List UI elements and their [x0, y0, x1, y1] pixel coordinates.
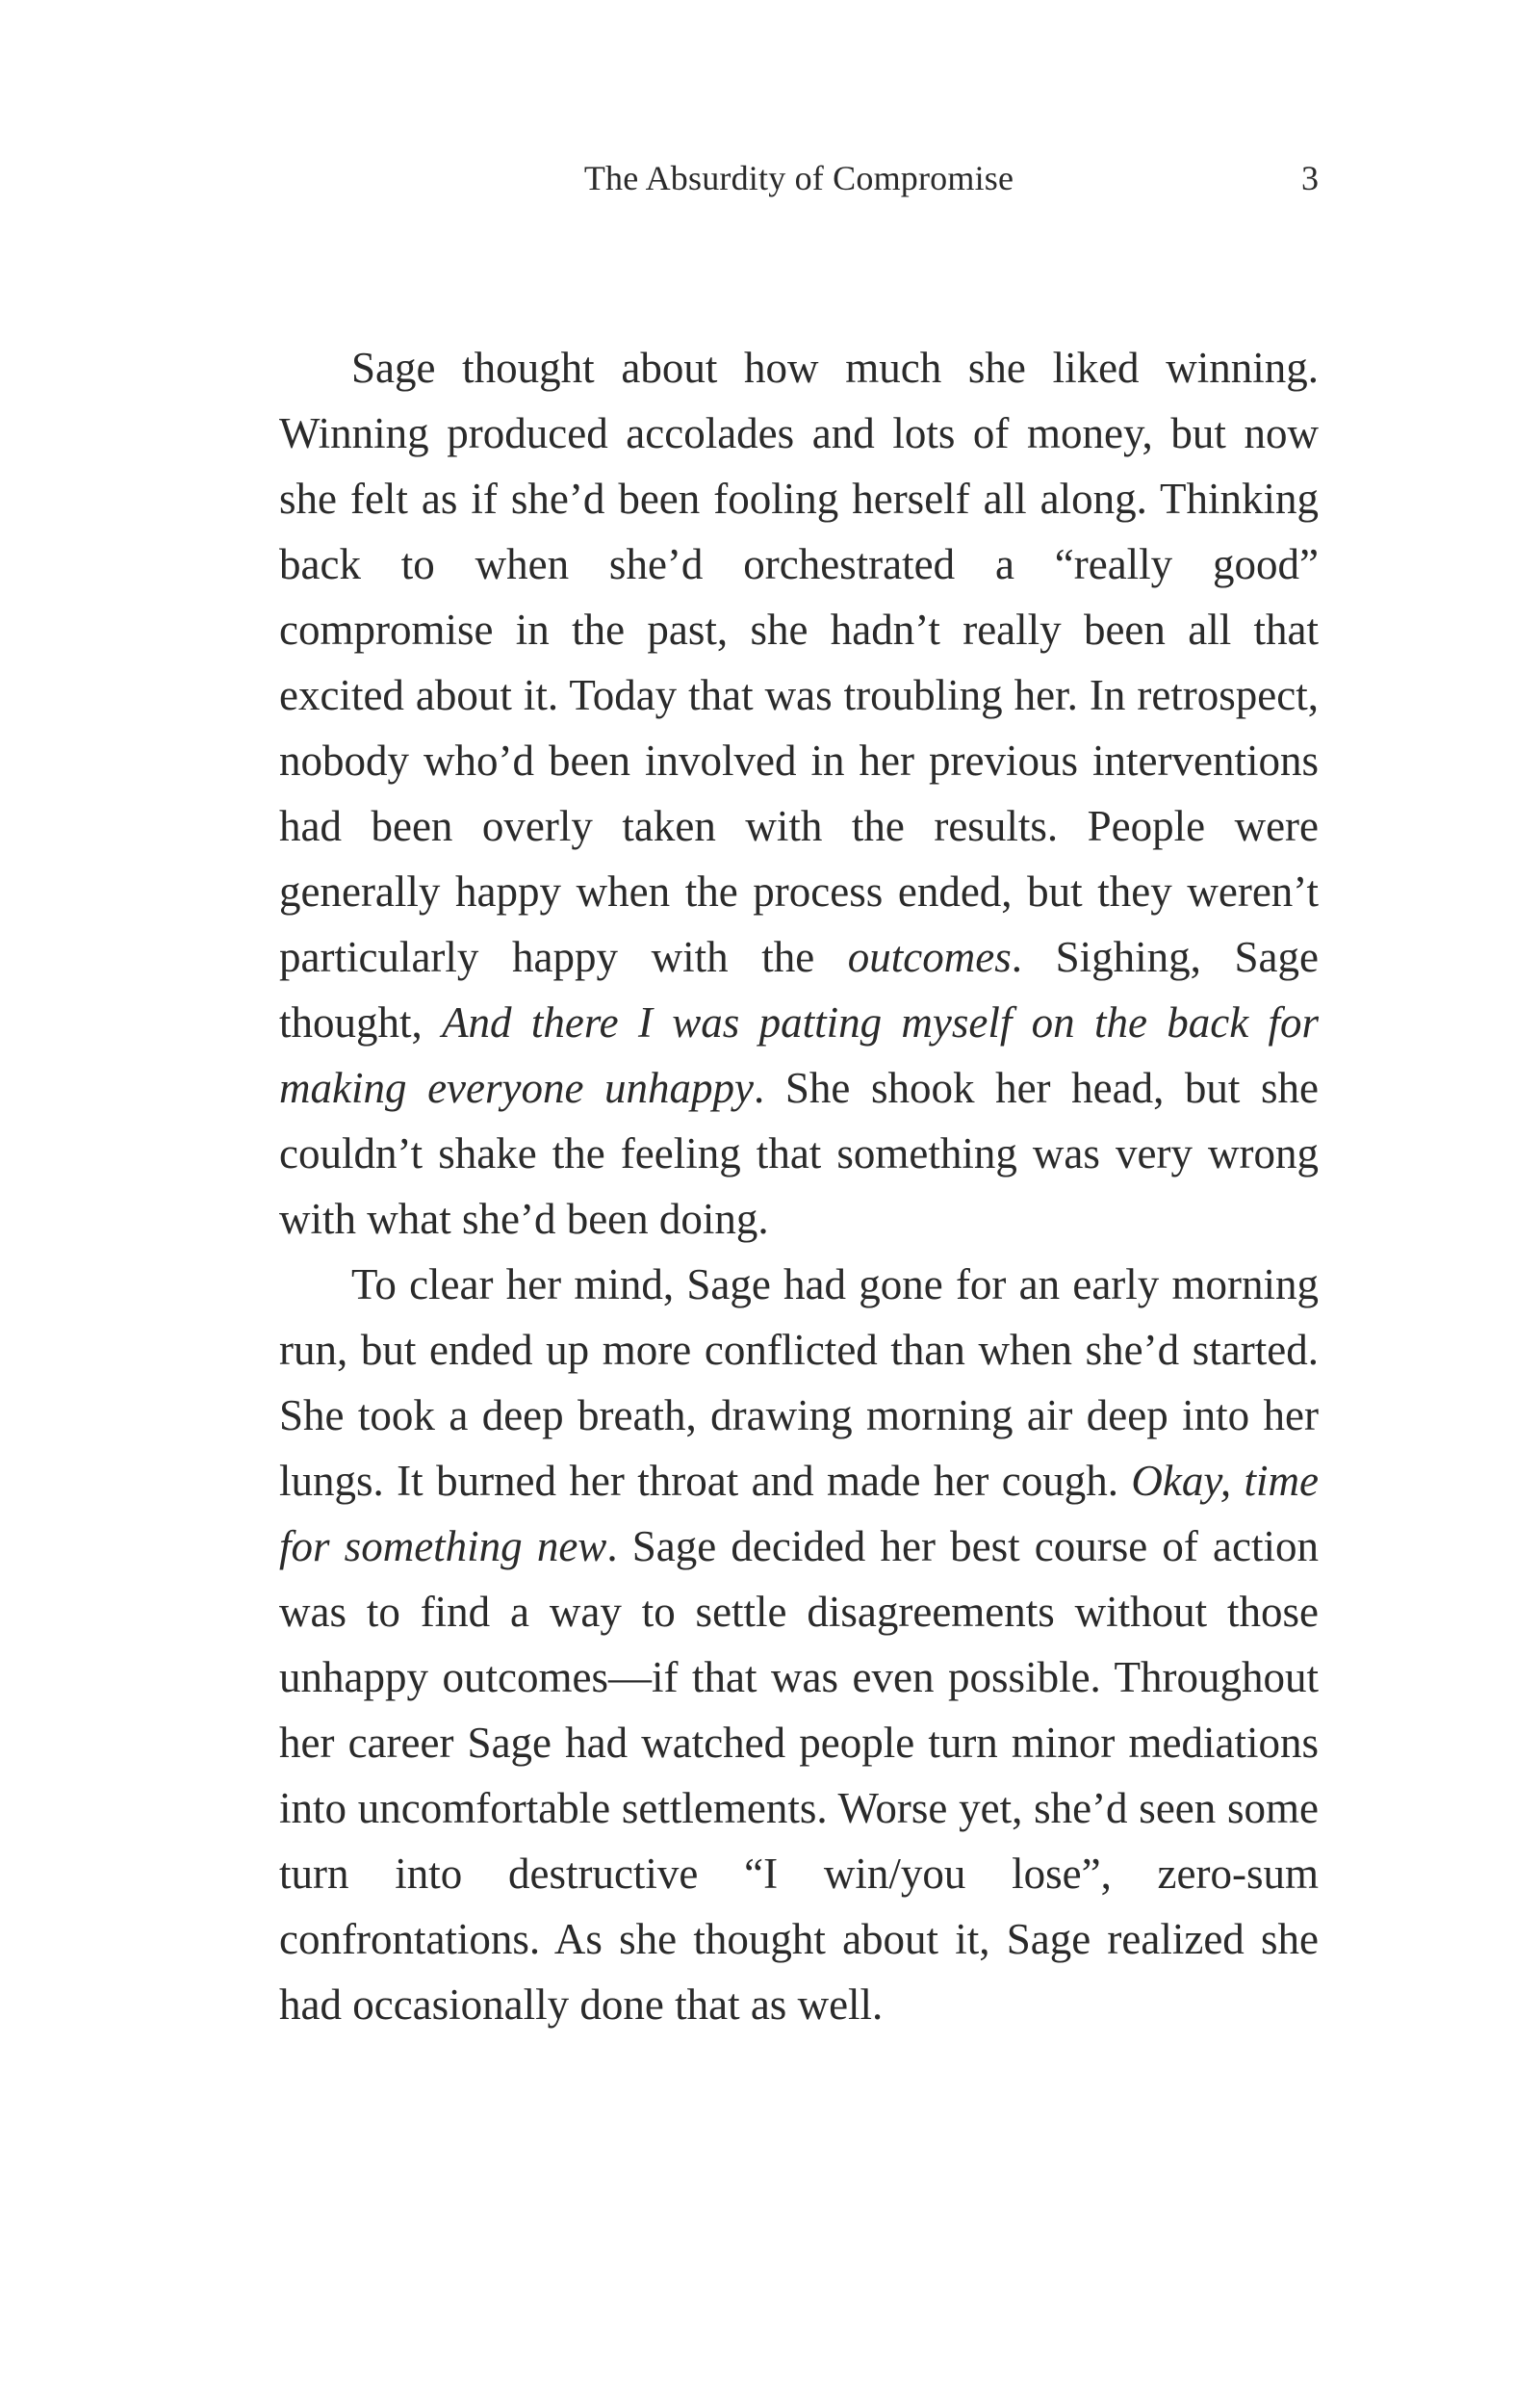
paragraph-2 — [279, 1252, 1319, 2037]
paragraph-1-italic-outcomes: outcomes — [847, 933, 1012, 981]
paragraph-1-segment: Sage thought about how much she liked winning. Winning produced accolades and lots of money, but now she felt as if she’d been fooling herself all along. Thinking back to when she’d orchestrated a “really good” compromise in the past, she hadn’t really been all that excited about it. Today that was troubling her. In retrospect, nobody who’d been involved in her previous interventions had been overly taken with the results. People were generally happy when the process ended, but they weren’t particularly happy with the — [279, 344, 1319, 981]
paragraph-1-segment: . She shook her head, but she couldn’t shake the feeling that something was very wrong with what she’d been doing. — [279, 1064, 1319, 1243]
paragraph-2-segment: . Sage decided her best course of action was to find a way to settle disagreements without those unhappy outcomes—if that was even possible. Throughout her career Sage had watched people turn minor mediations into uncomfortable settlements. Worse yet, she’d seen some turn into destructive “I win/you lose”, zero-sum confrontations. As she thought about it, Sage realized she had occasionally done that as well. — [279, 1522, 1319, 2029]
paragraph-1-segment: . Sighing, Sage thought, — [279, 933, 1319, 1047]
running-title: The Absurdity of Compromise — [583, 159, 1014, 197]
paragraph-2-italic-thought: Okay, time for something new — [279, 1457, 1319, 1570]
paragraph-1-italic-thought: And there I was patting myself on the back for making everyone unhappy — [279, 998, 1319, 1112]
running-head — [279, 154, 1319, 202]
paragraph-2-segment: To clear her mind, Sage had gone for an early morning run, but ended up more conflicted than when she’d started. She took a deep breath, drawing morning air deep into her lungs. It burned her throat and made her cough. — [279, 1260, 1319, 1505]
paragraph-1 — [279, 335, 1319, 1252]
page-number: 3 — [1301, 159, 1319, 197]
body-text — [279, 335, 1319, 2037]
